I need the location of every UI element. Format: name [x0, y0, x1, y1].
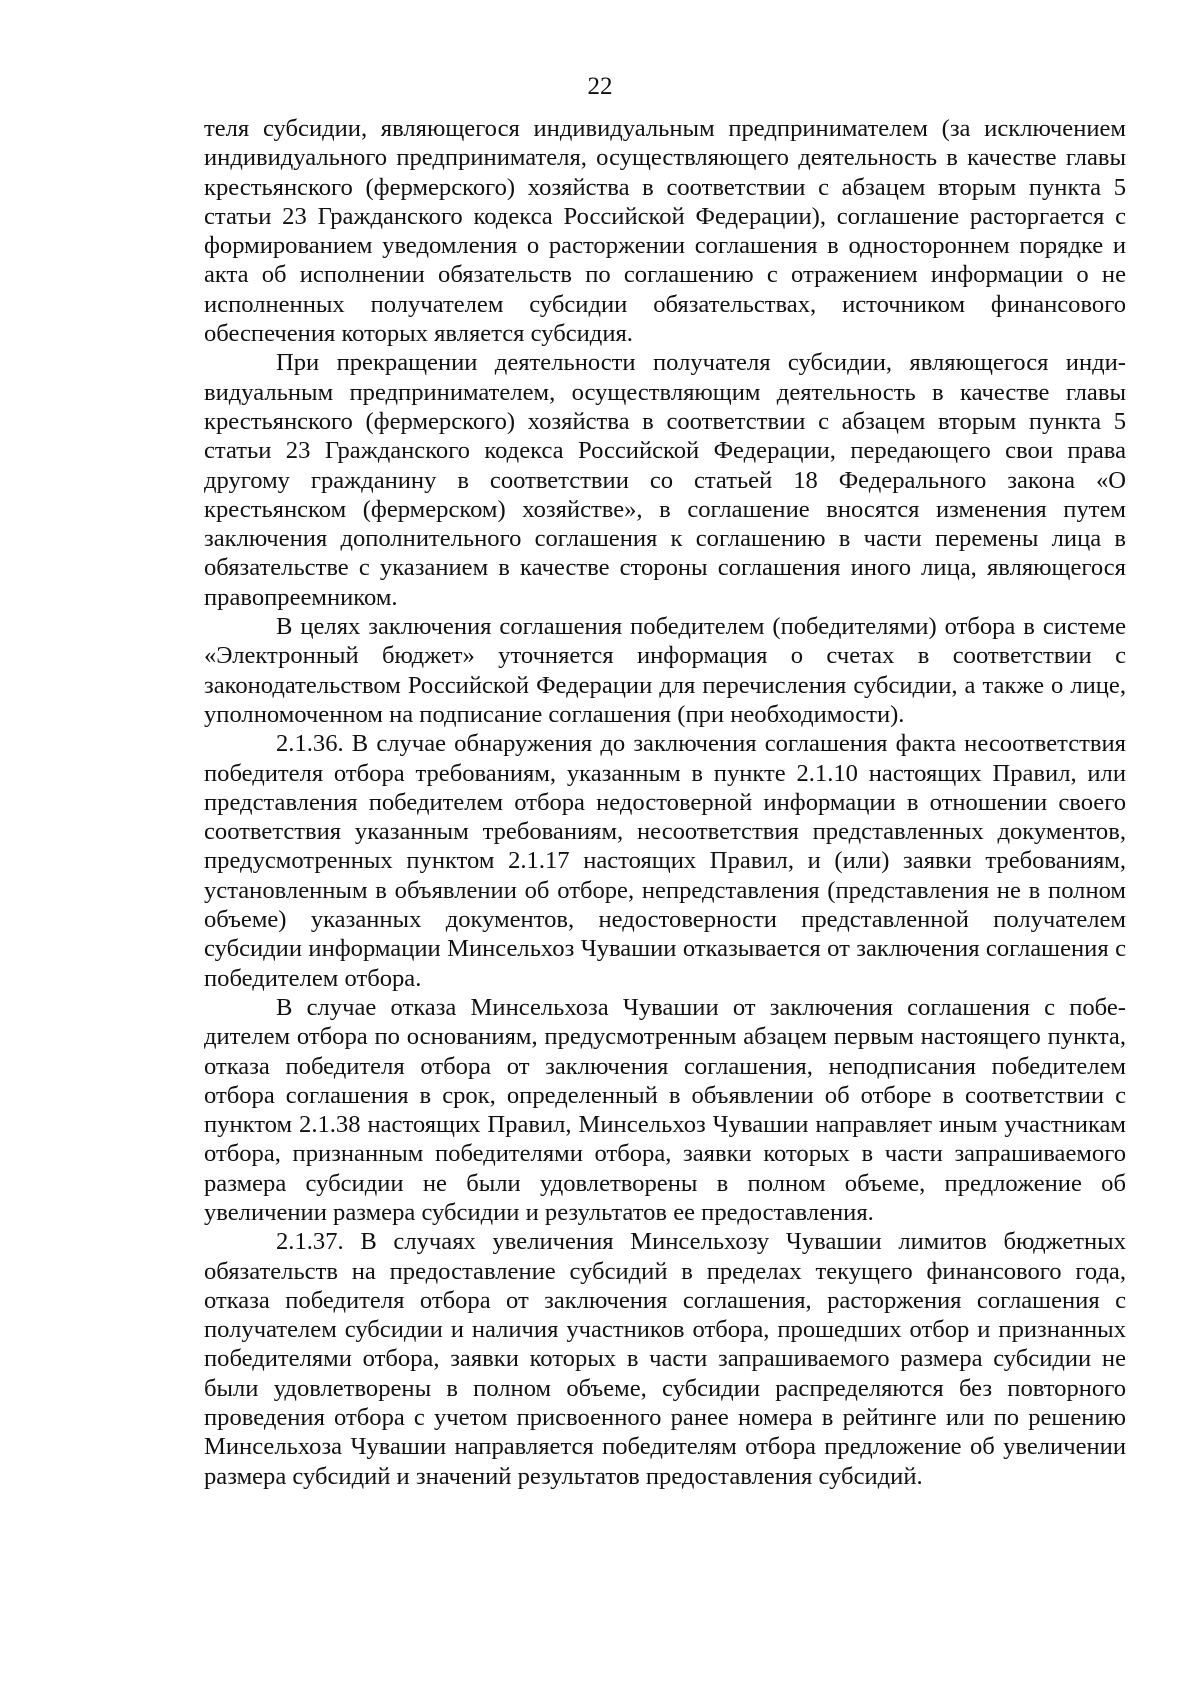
document-body [204, 114, 1126, 1491]
paragraph-continuation: теля субсидии, являющегося индивидуальным предпринимателем (за исключением индивидуального предпринимателя, осуществляющего деятельность в качестве главы крестьянского (фермерского) хозяйства в соответствии с абзацем вторым пункта 5 статьи 23 Гражданского кодекса Российской Федерации), соглашение расторгается с формированием уведомления о расторжении соглашения в одностороннем порядке и акта об исполнении обязательств по соглашению с отражением информации о не исполненных получателем субсидии обязательствах, источником финансового обеспечения которых является субсидия. [204, 115, 1126, 348]
paragraph-2-1-36: 2.1.36. В случае обнаружения до заключения соглашения факта несоответствия победителя отбора требованиям, указанным в пункте 2.1.10 настоящих Правил, или представления победителем отбора недостоверной информации в отношении своего соответствия указанным требованиям, несоответствия представленных документов, предусмотренных пунктом 2.1.17 настоящих Правил, и (или) заявки требованиям, установленным в объявлении об отборе, непредставления (представления не в полном объеме) указанных документов, недостоверности представленной получателем субсидии информации Минсельхоз Чувашии отказывается от заключения соглашения с победителем отбора. [204, 730, 1126, 992]
paragraph-termination-successor: При прекращении деятельности получателя субсидии, являющегося индивидуальным предпринимателем, осуществляющим деятельность в качестве главы крестьянского (фермерского) хозяйства в соответствии с абзацем вторым пункта 5 статьи 23 Гражданского кодекса Российской Федерации, передающего свои права другому гражданину в соответствии со статьей 18 Федерального закона «О крестьянском (фермерском) хозяйстве», в соглашение вносятся изменения путем заключения дополнительного соглашения к соглашению в части перемены лица в обязательстве с указанием в качестве стороны соглашения иного лица, являющегося правопреемником. [204, 349, 1126, 611]
paragraph-electronic-budget: В целях заключения соглашения победителем (победителями) отбора в системе «Электронный бюджет» уточняется информация о счетах в соответствии с законодательством Российской Федерации для перечисления субсидии, а также о лице, уполномоченном на подписание соглашения (при необходимости). [204, 613, 1126, 728]
page-number: 22 [587, 73, 613, 100]
paragraph-2-1-37: 2.1.37. В случаях увеличения Минсельхозу Чувашии лимитов бюджетных обязательств на предоставление субсидий в пределах текущего финансового года, отказа победителя отбора от заключения соглашения, расторжения соглашения с получателем субсидии и наличия участников отбора, прошедших отбор и признанных победителями отбора, заявки которых в части запрашиваемого размера субсидии не были удовлетворены в полном объеме, субсидии распределяются без повторного проведения отбора с учетом присвоенного ранее номера в рейтинге или по решению Минсельхоза Чувашии направляется победителям отбора предложение об увеличении размера субсидий и значений результатов предоставления субсидий. [204, 1228, 1126, 1490]
paragraph-refusal-case: В случае отказа Минсельхоза Чувашии от заключения соглашения с победителем отбора по основаниям, предусмотренным абзацем первым настоящего пункта, отказа победителя отбора от заключения соглашения, неподписания победителем отбора соглашения в срок, определенный в объявлении об отборе в соответствии с пунктом 2.1.38 настоящих Правил, Минсельхоз Чувашии направляет иным участникам отбора, признанным победителями отбора, заявки которых в части запрашиваемого размера субсидии не были удовлетворены в полном объеме, предложение об увеличении размера субсидии и результатов ее предоставления. [204, 993, 1126, 1226]
